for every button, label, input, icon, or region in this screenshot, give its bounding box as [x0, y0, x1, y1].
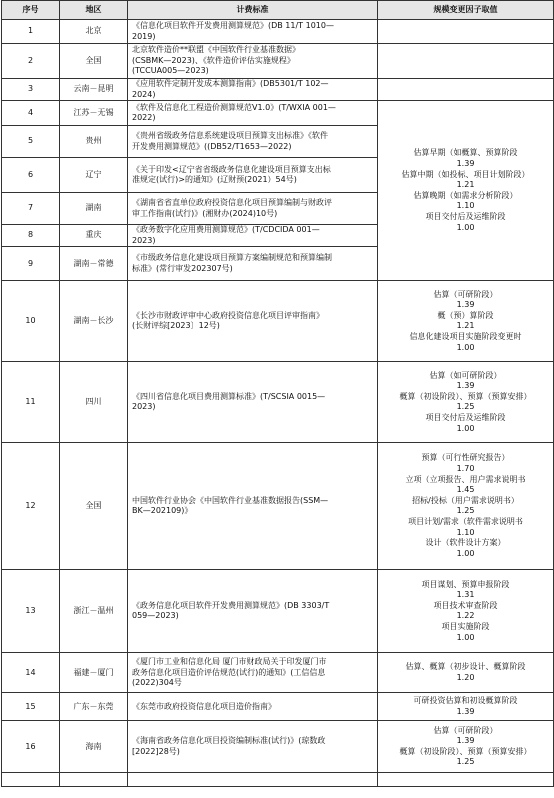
row-standard: 中国软件行业协会《中国软件行业基准数据报告(SSM— BK—202109)》 — [128, 443, 378, 570]
table-row — [2, 773, 554, 787]
row-region: 湖南－长沙 — [60, 281, 128, 362]
header-region: 地区 — [60, 1, 128, 20]
row-no: 1 — [2, 20, 60, 44]
factor-cell: 可研投资估算和初设概算阶段 1.39 — [378, 693, 554, 721]
row-no: 6 — [2, 158, 60, 193]
table-row — [2, 362, 554, 443]
header-factor: 规模变更因子取值 — [378, 1, 554, 20]
table-row — [2, 653, 554, 693]
row-standard: 《长沙市财政评审中心政府投资信息化项目评审指南》 (长财评综[2023〕12号) — [128, 281, 378, 362]
row-no: 4 — [2, 101, 60, 126]
row-no — [2, 773, 60, 787]
row-standard: 《政务数字化应用费用测算规范》(T/CDCIDA 001— 2023) — [128, 225, 378, 247]
row-region: 北京 — [60, 20, 128, 44]
factor-empty — [378, 79, 554, 101]
table-row — [2, 721, 554, 773]
row-no: 16 — [2, 721, 60, 773]
row-region: 四川 — [60, 362, 128, 443]
row-standard: 北京软件造价**联盟《中国软件行业基准数据》 (CSBMK—2023)、《软件造价评估实施规程》 (TCCUA005—2023) — [128, 44, 378, 79]
factor-cell: 估算（如可研阶段） 1.39 概算（初设阶段）、预算（预算安排） 1.25 项目交付后及运维阶段 1.00 — [378, 362, 554, 443]
table-row — [2, 443, 554, 570]
row-standard: 《东莞市政府投资信息化项目造价指南》 — [128, 693, 378, 721]
row-region: 福建－厦门 — [60, 653, 128, 693]
table-row — [2, 20, 554, 44]
row-region: 广东－东莞 — [60, 693, 128, 721]
factor-empty — [378, 20, 554, 44]
row-standard: 《四川省信息化项目费用测算标准》(T/SCSIA 0015— 2023) — [128, 362, 378, 443]
row-standard: 《市级政务信息化建设项目预算方案编制规范和预算编制 标准》(常行审发202307号) — [128, 247, 378, 281]
factor-cell: 估算（可研阶段） 1.39 概算（初设阶段）、预算（预算安排） 1.25 — [378, 721, 554, 773]
header-no: 序号 — [2, 1, 60, 20]
row-region — [60, 773, 128, 787]
row-region: 辽宁 — [60, 158, 128, 193]
row-no: 13 — [2, 570, 60, 653]
row-standard: 《应用软件定制开发成本测算指南》(DB5301/T 102— 2024) — [128, 79, 378, 101]
row-standard: 《海南省政务信息化项目投资编制标准(试行)》(琼数政 [2022]28号) — [128, 721, 378, 773]
header-row — [2, 1, 554, 20]
table-row — [2, 693, 554, 721]
row-standard: 《政务信息化项目软件开发费用测算规范》(DB 3303/T 059—2023) — [128, 570, 378, 653]
table-row — [2, 570, 554, 653]
row-no: 5 — [2, 126, 60, 158]
row-no: 9 — [2, 247, 60, 281]
factor-cell-group: 估算早期（如概算、预算阶段 1.39 估算中期（如投标、项目计划阶段） 1.21 估算晚期（如需求分析阶段） 1.10 项目交付后及运维阶段 1.00 — [378, 101, 554, 281]
row-standard: 《厦门市工业和信息化局 厦门市财政局关于印发厦门市 政务信息化项目造价评估规范(试行)的通知》(工信信息 (2022)304号 — [128, 653, 378, 693]
factor-cell: 估算（可研阶段） 1.39 概（预）算阶段 1.21 信息化建设项目实施阶段变更时 1.00 — [378, 281, 554, 362]
row-region: 云南－昆明 — [60, 79, 128, 101]
factor-cell: 项目谋划、预算申报阶段 1.31 项目技术审查阶段 1.22 项目实施阶段 1.00 — [378, 570, 554, 653]
row-region: 海南 — [60, 721, 128, 773]
row-no: 2 — [2, 44, 60, 79]
table-row — [2, 79, 554, 101]
row-no: 14 — [2, 653, 60, 693]
row-no: 12 — [2, 443, 60, 570]
row-standard: 《信息化项目软件开发费用测算规范》(DB 11/T 1010— 2019) — [128, 20, 378, 44]
row-region: 湖南－常德 — [60, 247, 128, 281]
row-standard: 《关于印发<辽宁省省级政务信息化建设项目预算支出标 准规定(试行)>的通知》(辽财预(2021）54号) — [128, 158, 378, 193]
row-no: 3 — [2, 79, 60, 101]
table-row — [2, 101, 554, 126]
standards-table — [1, 0, 554, 787]
row-standard: 《湖南省省直单位政府投资信息化项目预算编制与财政评 审工作指南(试行)》(湘财办(2024)10号) — [128, 193, 378, 225]
table-row — [2, 281, 554, 362]
header-standard: 计费标准 — [128, 1, 378, 20]
row-region: 全国 — [60, 443, 128, 570]
row-region: 贵州 — [60, 126, 128, 158]
table-row — [2, 44, 554, 79]
row-standard: 《软件及信息化工程造价测算规范V1.0》(T/WXIA 001— 2022) — [128, 101, 378, 126]
row-no: 10 — [2, 281, 60, 362]
factor-cell: 预算（可行性研究报告） 1.70 立项（立项报告、用户需求说明书 1.45 招标/投标（用户需求说明书） 1.25 项目计划/需求（软件需求说明书 1.10 设计（软件设计方案） 1.00 — [378, 443, 554, 570]
row-no: 7 — [2, 193, 60, 225]
row-region: 全国 — [60, 44, 128, 79]
factor-empty — [378, 44, 554, 79]
row-region: 浙江－温州 — [60, 570, 128, 653]
row-standard: 《贵州省级政务信息系统建设项目预算支出标准》《软件 开发费用测算规范》((DB52/T1653—2022) — [128, 126, 378, 158]
factor-empty — [378, 773, 554, 787]
row-no: 15 — [2, 693, 60, 721]
row-standard — [128, 773, 378, 787]
row-region: 重庆 — [60, 225, 128, 247]
row-region: 湖南 — [60, 193, 128, 225]
row-no: 8 — [2, 225, 60, 247]
factor-cell: 估算、概算（初步设计、概算阶段 1.20 — [378, 653, 554, 693]
row-no: 11 — [2, 362, 60, 443]
row-region: 江苏－无锡 — [60, 101, 128, 126]
